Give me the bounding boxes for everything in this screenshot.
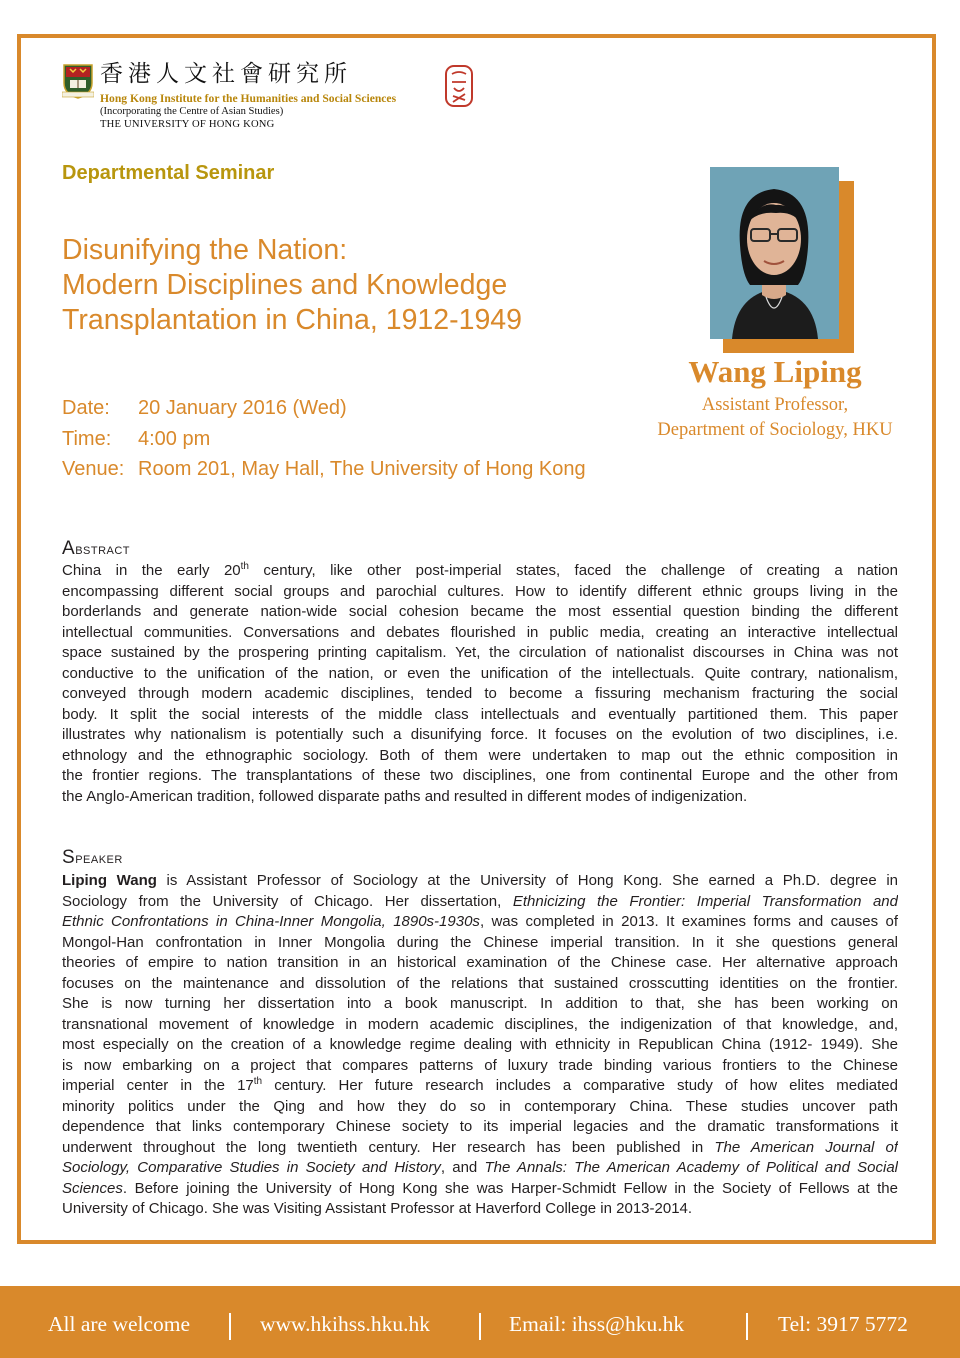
footer-divider	[229, 1313, 231, 1340]
bio-line: dependence that links contemporary Chinese society to its imperial legacies and the dramatic transformations it	[62, 1118, 898, 1135]
bio-line: most especially on the creation of a knowledge regime dealing with ethnicity in Republican China (1912- 1949). She	[62, 1036, 898, 1053]
footer-tel: Tel: 3917 5772	[778, 1312, 908, 1336]
abstract-line: conductive to the unification of the nation, or even the unification of the intellectuals. Quite contrary, nationalism,	[62, 664, 898, 682]
institute-chinese-name: 香港人文社會研究所	[100, 61, 352, 87]
speaker-bio	[62, 871, 898, 1220]
seminar-type: Departmental Seminar	[62, 162, 275, 184]
speaker-department: Department of Sociology, HKU	[657, 420, 893, 440]
institute-subtitle: (Incorporating the Centre of Asian Studies)	[100, 106, 284, 117]
bio-line: is now embarking on a project that compares patterns of luxury trade binding various frontiers to the Chinese	[62, 1056, 898, 1074]
bio-line: University of Chicago. She was Visiting Assistant Professor at Haverford College in 2013-2014.	[62, 1200, 693, 1217]
bio-line: She is now turning her dissertation into a book manuscript. In addition to that, she has been working on	[62, 995, 898, 1012]
abstract-line: encompassing different social groups and parochial cultures. How to identify different ethnic groups living in the	[62, 582, 898, 600]
bio-line: focuses on the maintenance and dissolution of the relations that sustained crosscutting identities on the frontier.	[62, 974, 898, 992]
abstract-line: space sustained by the prospering printing capitalism. Yet, the circulation of nationalist discourses in China was not	[62, 644, 898, 661]
time-value: 4:00 pm	[138, 427, 211, 450]
bio-line: Liping Wang is Assistant Professor of Sociology at the University of Hong Kong. She earned a Ph.D. degree in	[62, 872, 898, 889]
abstract-line: the frontier regions. The transplantations of these two disciplines, one from continental Europe and the other from	[62, 767, 898, 784]
abstract-line: borderlands and generate nation-wide social cohesion became the most essential question binding the different	[62, 603, 898, 620]
title-line: Modern Disciplines and Knowledge	[62, 269, 508, 301]
date-label: Date:	[62, 397, 110, 419]
abstract-line: ethnology and the ethnographic sociology. Both of them were undertaken to map out the ethnic composition in	[62, 746, 898, 764]
hku-crest-icon	[62, 63, 94, 99]
abstract-line: China in the early 20th century, like other post-imperial states, faced the challenge of creating a nation	[62, 561, 898, 579]
abstract-line: body. It split the social interests of the middle class intellectuals and eventually partitioned them. This paper	[62, 705, 898, 723]
footer-email-link[interactable]: Email: ihss@hku.hk	[509, 1312, 685, 1336]
speaker-photo	[710, 167, 839, 339]
abstract-line: conveyed through modern academic disciplines, tended to become a fissuring mechanism fracturing the social	[62, 685, 898, 702]
venue-label: Venue:	[62, 458, 125, 480]
title-line: Disunifying the Nation:	[62, 234, 348, 266]
footer-website-link[interactable]: www.hkihss.hku.hk	[260, 1312, 431, 1336]
bio-line: theories of empire to nation transition in an historical examination of the Chinese case. Her alternative approach	[62, 954, 898, 971]
abstract-line: illustrates why nationalism is potentially such a disunifying force. It focuses on the evolution of two disciplines, i.e.	[62, 726, 898, 743]
bio-line: Sociology, Comparative Studies in Society and History, and The Annals: The American Academy of Political and Social	[62, 1159, 898, 1176]
bio-line: transnational movement of knowledge in modern academic disciplines, the indigenization of that knowledge, and,	[62, 1015, 898, 1033]
speaker-role	[630, 393, 920, 443]
institute-english-name: Hong Kong Institute for the Humanities and Social Sciences	[100, 92, 397, 105]
footer-welcome: All are welcome	[48, 1312, 191, 1336]
university-name: THE UNIVERSITY OF HONG KONG	[100, 119, 275, 130]
bio-line: Sciences. Before joining the University of Hong Kong she was Harper-Schmidt Fellow in the Society of Fellows at the	[62, 1179, 898, 1197]
date-value: 20 January 2016 (Wed)	[138, 397, 347, 419]
abstract-heading: Abstract	[62, 538, 131, 559]
seminar-title	[62, 233, 622, 338]
footer-divider	[479, 1313, 481, 1340]
title-line: Transplantation in China, 1912-1949	[62, 304, 523, 336]
speaker-name: Wang Liping	[688, 354, 862, 389]
bio-line: minority politics under the Qing and how they do so in contemporary China. These studies uncover path	[62, 1097, 898, 1115]
abstract-line: the Anglo-American tradition, followed disparate paths and resulted in different modes of indigenization.	[62, 787, 748, 805]
seal-stamp-icon	[444, 64, 474, 108]
bio-line: underwent throughout the long twentieth century. Her research has been published in The American Journal of	[62, 1138, 898, 1156]
footer-divider	[746, 1313, 748, 1340]
time-label: Time:	[62, 427, 112, 450]
bio-line: Sociology from the University of Chicago. Her dissertation, Ethnicizing the Frontier: Imperial Transformation and	[62, 892, 898, 910]
speaker-heading: Speaker	[62, 847, 123, 868]
venue-value: Room 201, May Hall, The University of Hong Kong	[138, 458, 586, 480]
abstract-line: intellectual communities. Conversations and debates flourished in public media, creating an interactive intellectual	[62, 623, 898, 641]
bio-line: Ethnic Confrontations in China-Inner Mongolia, 1890s-1930s, was completed in 2013. It examines forms and causes of	[62, 913, 898, 930]
bio-line: Mongol-Han confrontation in Inner Mongolia during the Chinese imperial transition. In it she questions general	[62, 933, 898, 951]
speaker-title: Assistant Professor,	[701, 395, 849, 415]
bio-line: imperial center in the 17th century. Her future research includes a comparative study of how elites mediated	[62, 1076, 898, 1094]
abstract-text	[62, 561, 898, 807]
